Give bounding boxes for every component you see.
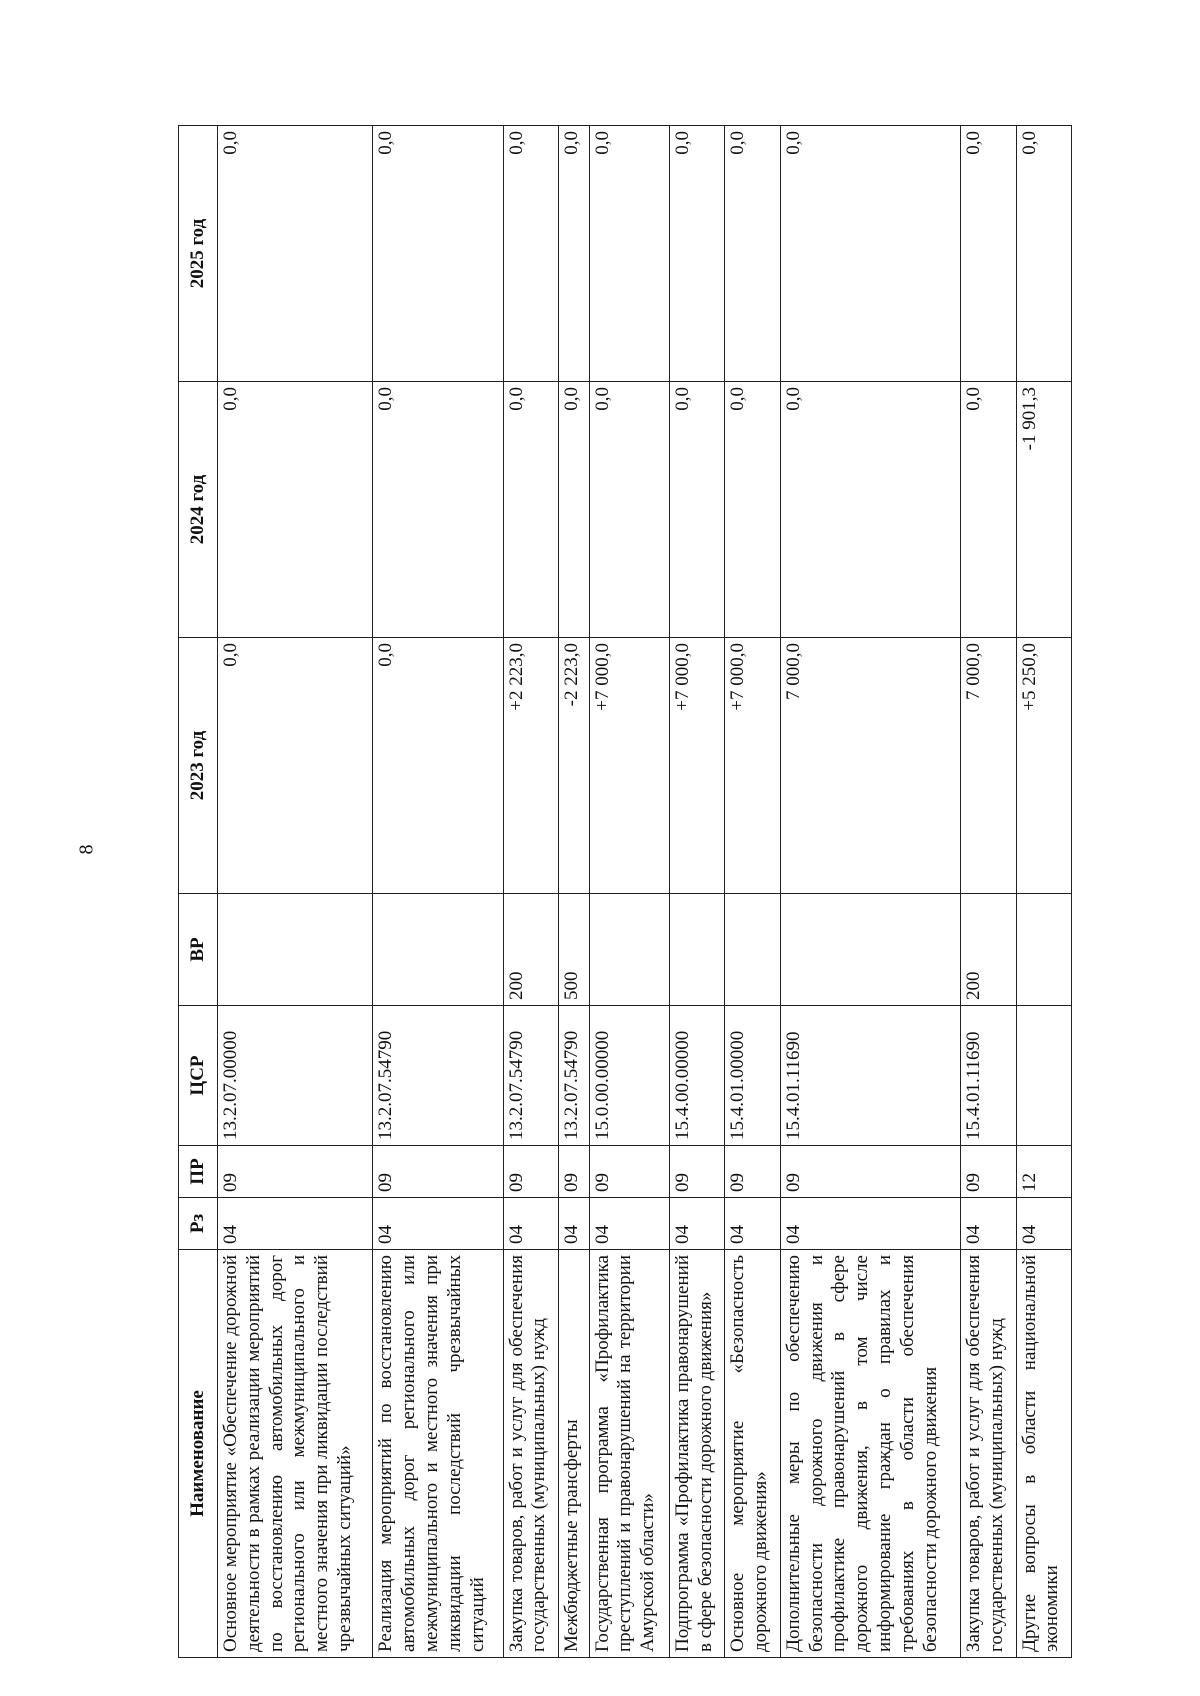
cell-rz: 04 bbox=[559, 1198, 589, 1250]
cell-rz: 04 bbox=[373, 1198, 503, 1250]
cell-2023: 7 000,0 bbox=[961, 638, 1016, 894]
cell-vr bbox=[218, 894, 373, 1006]
budget-table bbox=[178, 125, 1072, 1658]
cell-name: Подпрограмма «Профилактика правонарушений в сфере безопасности дорожного движения» bbox=[669, 1250, 724, 1658]
cell-2023: 0,0 bbox=[218, 638, 373, 894]
cell-vr bbox=[725, 894, 780, 1006]
cell-rz: 04 bbox=[780, 1198, 960, 1250]
cell-pr: 09 bbox=[669, 1146, 724, 1198]
cell-2024: -1 901,3 bbox=[1016, 382, 1072, 638]
cell-name: Государственная программа «Профилактика преступлений и правонарушений на территории Амурской области» bbox=[589, 1250, 669, 1658]
cell-2024: 0,0 bbox=[218, 382, 373, 638]
cell-pr: 09 bbox=[780, 1146, 960, 1198]
table-row bbox=[1016, 126, 1072, 1658]
table-row bbox=[218, 126, 373, 1658]
cell-2024: 0,0 bbox=[725, 382, 780, 638]
budget-table-rotated bbox=[178, 126, 1072, 1658]
header-pr: ПР bbox=[179, 1146, 218, 1198]
table-row bbox=[780, 126, 960, 1658]
table-row bbox=[669, 126, 724, 1658]
cell-2025: 0,0 bbox=[669, 126, 724, 382]
cell-2025: 0,0 bbox=[218, 126, 373, 382]
table-row bbox=[503, 126, 558, 1658]
cell-pr: 09 bbox=[218, 1146, 373, 1198]
header-vr: ВР bbox=[179, 894, 218, 1006]
cell-2025: 0,0 bbox=[559, 126, 589, 382]
cell-2023: 7 000,0 bbox=[780, 638, 960, 894]
table-row bbox=[725, 126, 780, 1658]
cell-name: Закупка товаров, работ и услуг для обеспечения государственных (муниципальных) нужд bbox=[961, 1250, 1016, 1658]
cell-2024: 0,0 bbox=[961, 382, 1016, 638]
table-row bbox=[961, 126, 1016, 1658]
table-row bbox=[559, 126, 589, 1658]
cell-csr: 13.2.07.00000 bbox=[218, 1006, 373, 1146]
cell-2023: 0,0 bbox=[373, 638, 503, 894]
cell-csr: 13.2.07.54790 bbox=[559, 1006, 589, 1146]
cell-rz: 04 bbox=[218, 1198, 373, 1250]
cell-2025: 0,0 bbox=[961, 126, 1016, 382]
cell-2023: +2 223,0 bbox=[503, 638, 558, 894]
cell-vr bbox=[373, 894, 503, 1006]
cell-vr: 200 bbox=[503, 894, 558, 1006]
cell-pr: 09 bbox=[961, 1146, 1016, 1198]
page-number: 8 bbox=[75, 844, 98, 855]
cell-2025: 0,0 bbox=[589, 126, 669, 382]
header-csr: ЦСР bbox=[179, 1006, 218, 1146]
cell-2023: +7 000,0 bbox=[669, 638, 724, 894]
cell-vr bbox=[669, 894, 724, 1006]
cell-2025: 0,0 bbox=[725, 126, 780, 382]
cell-pr: 09 bbox=[725, 1146, 780, 1198]
cell-2024: 0,0 bbox=[373, 382, 503, 638]
cell-2023: -2 223,0 bbox=[559, 638, 589, 894]
header-rz: Рз bbox=[179, 1198, 218, 1250]
cell-2023: +7 000,0 bbox=[725, 638, 780, 894]
cell-rz: 04 bbox=[961, 1198, 1016, 1250]
cell-csr: 13.2.07.54790 bbox=[373, 1006, 503, 1146]
cell-pr: 09 bbox=[559, 1146, 589, 1198]
header-2024: 2024 год bbox=[179, 382, 218, 638]
cell-name: Межбюджетные трансферты bbox=[559, 1250, 589, 1658]
cell-vr bbox=[1016, 894, 1072, 1006]
cell-vr bbox=[589, 894, 669, 1006]
cell-2024: 0,0 bbox=[559, 382, 589, 638]
cell-csr: 15.4.01.11690 bbox=[961, 1006, 1016, 1146]
cell-2025: 0,0 bbox=[373, 126, 503, 382]
cell-name: Другие вопросы в области национальной экономики bbox=[1016, 1250, 1072, 1658]
cell-rz: 04 bbox=[725, 1198, 780, 1250]
cell-rz: 04 bbox=[1016, 1198, 1072, 1250]
cell-2025: 0,0 bbox=[1016, 126, 1072, 382]
table-header-row bbox=[179, 126, 218, 1658]
cell-csr: 15.0.00.00000 bbox=[589, 1006, 669, 1146]
cell-2024: 0,0 bbox=[780, 382, 960, 638]
cell-name: Дополнительные меры по обеспечению безопасности дорожного движения и профилактике правонарушений в сфере дорожного движения, в том числе информирование граждан о правилах и требованиях в области обеспечения безопасности дорожного движения bbox=[780, 1250, 960, 1658]
table-row bbox=[373, 126, 503, 1658]
cell-pr: 09 bbox=[503, 1146, 558, 1198]
cell-name: Реализация мероприятий по восстановлению автомобильных дорог регионального или межмуниципального и местного значения при ликвидации последствий чрезвычайных ситуаций bbox=[373, 1250, 503, 1658]
cell-rz: 04 bbox=[589, 1198, 669, 1250]
header-name: Наименование bbox=[179, 1250, 218, 1658]
cell-vr: 200 bbox=[961, 894, 1016, 1006]
cell-name: Основное мероприятие «Обеспечение дорожной деятельности в рамках реализации мероприятий по восстановлению автомобильных дорог регионального или межмуниципального и местного значения при ликвидации последствий чрезвычайных ситуаций» bbox=[218, 1250, 373, 1658]
cell-2025: 0,0 bbox=[780, 126, 960, 382]
table-row bbox=[589, 126, 669, 1658]
header-2025: 2025 год bbox=[179, 126, 218, 382]
cell-2024: 0,0 bbox=[669, 382, 724, 638]
cell-2023: +5 250,0 bbox=[1016, 638, 1072, 894]
cell-vr: 500 bbox=[559, 894, 589, 1006]
cell-name: Закупка товаров, работ и услуг для обеспечения государственных (муниципальных) нужд bbox=[503, 1250, 558, 1658]
cell-rz: 04 bbox=[503, 1198, 558, 1250]
cell-csr bbox=[1016, 1006, 1072, 1146]
cell-csr: 15.4.01.00000 bbox=[725, 1006, 780, 1146]
cell-2024: 0,0 bbox=[503, 382, 558, 638]
header-2023: 2023 год bbox=[179, 638, 218, 894]
cell-csr: 15.4.01.11690 bbox=[780, 1006, 960, 1146]
cell-csr: 15.4.00.00000 bbox=[669, 1006, 724, 1146]
cell-pr: 12 bbox=[1016, 1146, 1072, 1198]
cell-csr: 13.2.07.54790 bbox=[503, 1006, 558, 1146]
cell-name: Основное мероприятие «Безопасность дорожного движения» bbox=[725, 1250, 780, 1658]
cell-vr bbox=[780, 894, 960, 1006]
cell-pr: 09 bbox=[589, 1146, 669, 1198]
cell-rz: 04 bbox=[669, 1198, 724, 1250]
cell-2023: +7 000,0 bbox=[589, 638, 669, 894]
cell-2024: 0,0 bbox=[589, 382, 669, 638]
cell-2025: 0,0 bbox=[503, 126, 558, 382]
cell-pr: 09 bbox=[373, 1146, 503, 1198]
